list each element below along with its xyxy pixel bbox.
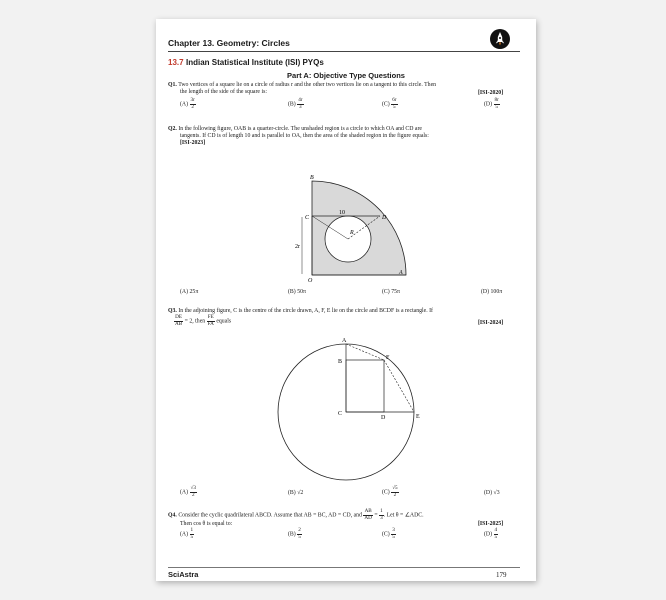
svg-text:F: F	[386, 355, 390, 361]
book-page	[156, 19, 536, 581]
svg-text:10: 10	[339, 210, 345, 216]
option-b: (B) $\frac{2}{5}$	[288, 527, 301, 540]
svg-text:B: B	[338, 359, 343, 365]
question-text-line2: Then cos θ is equal to:	[180, 521, 233, 527]
svg-text:D: D	[382, 215, 387, 221]
question-number: Q1.	[168, 82, 177, 88]
exam-tag: [ISI-2023]	[180, 140, 206, 146]
option-c: (C) 75π	[382, 289, 400, 295]
header-rule	[168, 51, 520, 52]
svg-text:A: A	[399, 270, 403, 276]
option-a: (A) 25π	[180, 289, 199, 295]
question-4: Q4. Consider the cyclic quadrilateral ABCD. Assume that AB = BC, AD = CD, and $\frac{AB}{AD}$ = $\frac{1}{3}$ . Let θ = ∠ADC.	[168, 508, 424, 521]
exam-tag: [ISI-2025]	[478, 521, 504, 527]
option-b: (B) √2	[288, 490, 304, 496]
question-text-line2: tangents. If CD is of length 10 and is parallel to OA, then the area of the shaded region in the figure equals:	[180, 133, 429, 139]
question-text-line2: the length of the side of the square is:	[180, 89, 267, 95]
option-b: (B) 50π	[288, 289, 306, 295]
svg-text:B: B	[310, 175, 314, 181]
option-a: (A) $\frac{√3}{2}$	[180, 485, 196, 498]
footer-rule	[168, 567, 520, 568]
option-d: (D) $\frac{8r}{5}$	[484, 97, 499, 110]
option-d: (D) 100π	[481, 289, 503, 295]
option-a: (A) $\frac{3r}{2}$	[180, 97, 195, 110]
exam-tag: [ISI-2020]	[478, 90, 504, 96]
exam-tag: [ISI-2024]	[478, 320, 504, 326]
question-number: Q3.	[168, 308, 177, 314]
question-text: In the adjoining figure, C is the centre of the circle drawn, A, F, E lie on the circle and BCDF is a rectangle. If	[178, 308, 433, 314]
rocket-icon	[490, 29, 510, 49]
svg-text:O: O	[308, 278, 313, 284]
option-c: (C) $\frac{3}{5}$	[382, 527, 395, 540]
option-d: (D) $\frac{4}{5}$	[484, 527, 498, 540]
question-text: In the following figure, OAB is a quarter-circle. The unshaded region is a circle to which OA and CD are	[178, 126, 422, 132]
option-a: (A) $\frac{1}{5}$	[180, 527, 194, 540]
svg-text:A: A	[342, 338, 347, 344]
question-text: Two vertices of a square lie on a circle of radius r and the other two vertices lie on a tangent to this circle. Then	[178, 82, 437, 88]
option-b: (B) $\frac{4r}{3}$	[288, 97, 303, 110]
part-title: Part A: Objective Type Questions	[287, 71, 405, 80]
question-text-line2: $\frac{DE}{AB}$ = 2, then $\frac{FE}{FA}$ equals	[175, 314, 232, 327]
svg-text:R: R	[350, 230, 354, 236]
brand-name: SciAstra	[168, 570, 199, 579]
section-title: Indian Statistical Institute (ISI) PYQs	[186, 58, 324, 67]
section-number: 13.7	[168, 58, 184, 67]
option-d: (D) √3	[484, 490, 500, 496]
svg-text:C: C	[338, 411, 343, 417]
page-number: 179	[496, 571, 507, 579]
chapter-title: Chapter 13. Geometry: Circles	[168, 38, 290, 48]
svg-text:E: E	[416, 414, 420, 420]
circle-rectangle-figure	[276, 333, 426, 483]
option-c: (C) $\frac{6r}{5}$	[382, 97, 397, 110]
quarter-circle-figure	[296, 159, 406, 284]
svg-text:C: C	[305, 215, 310, 221]
svg-text:D: D	[381, 415, 386, 421]
option-c: (C) $\frac{√5}{2}$	[382, 485, 398, 498]
svg-text:2r: 2r	[295, 244, 300, 250]
question-number: Q4.	[168, 512, 177, 519]
question-number: Q2.	[168, 126, 177, 132]
